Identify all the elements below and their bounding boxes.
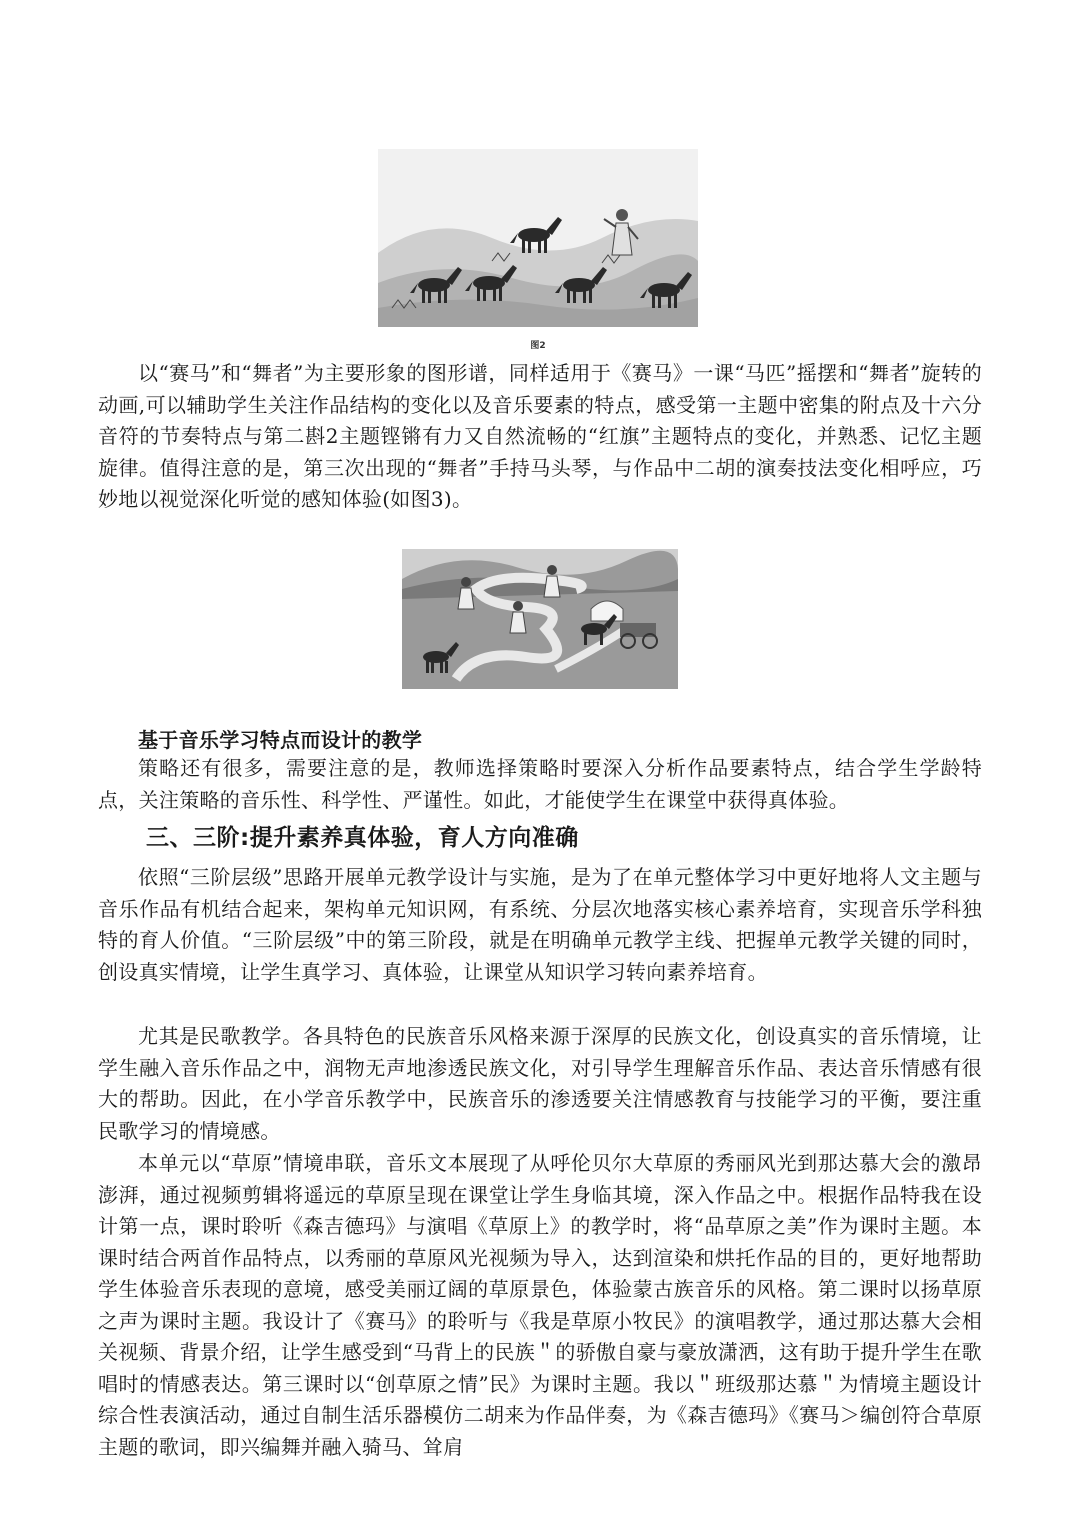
paragraph-graphic-score: 以“赛马”和“舞者”为主要形象的图形谱，同样适用于《赛马》一课“马匹”摇摆和“舞者”旋转的动画,可以辅助学生关注作品结构的变化以及音乐要素的特点，感受第一主题中密集的附点及十六分音符的节奏特点与第二斟2主题铿锵有力又自然流畅的“红旗”主题特点的变化，并熟悉、记忆主题旋律。值得注意的是，第三次出现的“舞者”手持马头琴，与作品中二胡的演奏技法变化相呼应，巧妙地以视觉深化听觉的感知体验(如图3)。 xyxy=(98,361,982,511)
figure-2 xyxy=(372,143,704,353)
figure-2-caption: 图2 xyxy=(530,341,546,351)
section-heading: 三、三阶:提升素养真体验，育人方向准确 xyxy=(146,825,579,851)
figure-3-illustration xyxy=(396,529,688,709)
paragraph-grassland-unit: 本单元以“草原”情境串联，音乐文本展现了从呼伦贝尔大草原的秀丽风光到那达慕大会的激昂澎湃，通过视频剪辑将遥远的草原呈现在课堂让学生身临其境，深入作品之中。根据作品特我在设计第一点，课时聆听《森吉德玛》与演唱《草原上》的教学时，将“品草原之美”作为课时主题。本课时结合两首作品特点，以秀丽的草原风光视频为导入，达到渲染和烘托作品的目的，更好地帮助学生体验音乐表现的意境，感受美丽辽阔的草原景色，体验蒙古族音乐的风格。第二课时以扬草原之声为课时主题。我设计了《赛马》的聆听与《我是草原小牧民》的演唱教学，通过那达慕大会相关视频、背景介绍，让学生感受到“马背上的民族＂的骄傲自豪与豪放潇洒，这有助于提升学生在歌唱时的情感表达。第三课时以“创草原之情”民》为课时主题。我以＂班级那达慕＂为情境主题设计综合性表演活动，通过自制生活乐器模仿二胡来为作品伴奏，为《森吉德玛》《赛马＞编创符合草原主题的歌词，即兴编舞并融入骑马、耸肩 xyxy=(98,1151,982,1459)
paragraph-strategy-lead: 基于音乐学习特点而设计的教学 xyxy=(138,728,423,752)
figure-2-illustration xyxy=(372,143,704,353)
paragraph-folk-song: 尤其是民歌教学。各具特色的民族音乐风格来源于深厚的民族文化，创设真实的音乐情境，让学生融入音乐作品之中，润物无声地渗透民族文化，对引导学生理解音乐作品、表达音乐情感有很大的帮助。因此，在小学音乐教学中，民族音乐的渗透要关注情感教育与技能学习的平衡，要注重民歌学习的情境感。 xyxy=(98,1024,982,1143)
paragraph-strategy: 策略还有很多，需要注意的是，教师选择策略时要深入分析作品要素特点，结合学生学龄特点，关注策略的音乐性、科学性、严谨性。如此，才能使学生在课堂中获得真体验。 xyxy=(98,756,982,812)
paragraph-three-tier: 依照“三阶层级”思路开展单元教学设计与实施，是为了在单元整体学习中更好地将人文主题与音乐作品有机结合起来，架构单元知识网，有系统、分层次地落实核心素养培育，实现音乐学科独特的育人价值。“三阶层级”中的第三阶段，就是在明确单元教学主线、把握单元教学关键的同时，创设真实情境，让学生真学习、真体验，让课堂从知识学习转向素养培育。 xyxy=(98,865,982,984)
figure-3 xyxy=(396,529,688,709)
